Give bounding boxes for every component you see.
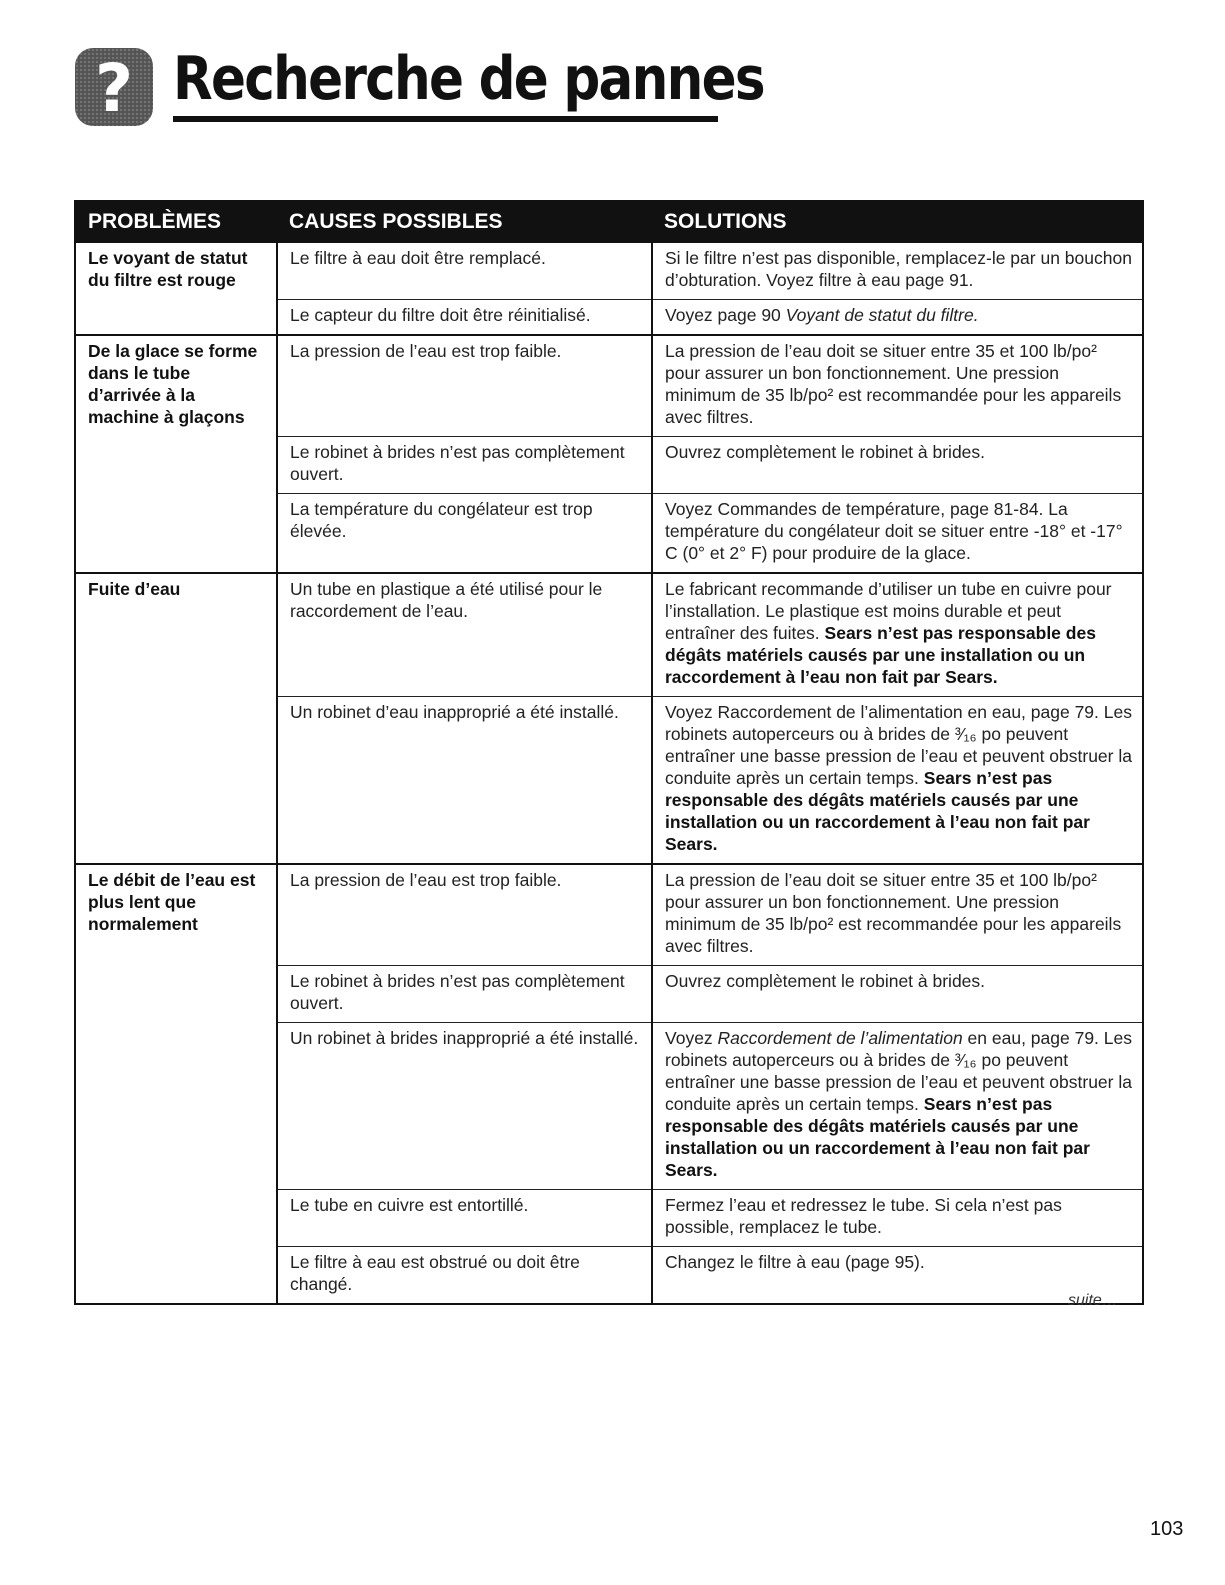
solution-text: Sears n’est pas responsable des dégâts matériels causés par une installation ou un raccordement à l’eau non fait par Sears. [665, 768, 1090, 854]
solution-cell [652, 966, 1143, 1023]
solution-text: Changez le filtre à eau (page 95). [665, 1252, 925, 1272]
solution-cell [652, 864, 1143, 966]
page-title: Recherche de pannes [173, 44, 764, 114]
solution-text: Fermez l’eau et redressez le tube. Si cela n’est pas possible, remplacez le tube. [665, 1195, 1062, 1237]
solution-cell [652, 437, 1143, 494]
solution-text: Le fabricant recommande d’utiliser un tube en cuivre pour l’installation. Le plastique est moins durable et peut entraîner des fuites. [665, 579, 1112, 643]
solution-cell [652, 1023, 1143, 1190]
cause-cell: Le filtre à eau doit être remplacé. [277, 242, 652, 300]
table-header-row [75, 201, 1143, 242]
page-number: 103 [1150, 1518, 1184, 1540]
problem-cell: Fuite d’eau [75, 573, 277, 864]
problem-cell: Le débit de l’eau est plus lent que normalement [75, 864, 277, 1304]
cause-cell: La pression de l’eau est trop faible. [277, 335, 652, 437]
solution-text: La pression de l’eau doit se situer entre 35 et 100 lb/po² pour assurer un bon fonctionnement. Une pression minimum de 35 lb/po² est recommandée pour les appareils avec filtres. [665, 341, 1122, 427]
troubleshooting-table [74, 200, 1144, 1305]
solution-text: Sears n’est pas responsable des dégâts matériels causés par une installation ou un raccordement à l’eau non fait par Sears. [665, 1094, 1090, 1180]
cause-cell: Le robinet à brides n’est pas complètement ouvert. [277, 437, 652, 494]
solution-text: Voyant de statut du filtre. [785, 305, 979, 325]
column-header-causes: CAUSES POSSIBLES [277, 201, 652, 242]
cause-cell: Un tube en plastique a été utilisé pour le raccordement de l’eau. [277, 573, 652, 697]
column-header-solutions: SOLUTIONS [652, 201, 1143, 242]
solution-text: Voyez page 90 [665, 305, 786, 325]
solution-text: La pression de l’eau doit se situer entre 35 et 100 lb/po² pour assurer un bon fonctionnement. Une pression minimum de 35 lb/po² est recommandée pour les appareils avec filtres. [665, 870, 1122, 956]
cause-cell: La température du congélateur est trop élevée. [277, 494, 652, 574]
solution-cell [652, 1190, 1143, 1247]
solution-text: Voyez Commandes de température, page 81-84. La température du congélateur doit se situer entre -18° et -17° C (0° et 2° F) pour produire de la glace. [665, 499, 1123, 563]
solution-text: Si le filtre n’est pas disponible, remplacez-le par un bouchon d’obturation. Voyez filtre à eau page 91. [665, 248, 1132, 290]
solution-cell [652, 300, 1143, 336]
solution-text: Ouvrez complètement le robinet à brides. [665, 442, 986, 462]
page-header [75, 40, 764, 130]
cause-cell: Le filtre à eau est obstrué ou doit être changé. [277, 1247, 652, 1305]
table-row [75, 573, 1143, 697]
table-row [75, 864, 1143, 966]
cause-cell: Un robinet à brides inapproprié a été installé. [277, 1023, 652, 1190]
cause-cell: Le robinet à brides n’est pas complètement ouvert. [277, 966, 652, 1023]
table-row [75, 242, 1143, 300]
solution-text: Raccordement de l’alimentation [717, 1028, 963, 1048]
solution-cell [652, 573, 1143, 697]
cause-cell: Un robinet d’eau inapproprié a été installé. [277, 697, 652, 865]
solution-cell [652, 697, 1143, 865]
solution-text: en eau, page 79. Les robinets autoperceurs ou à brides de ³⁄₁₆ po peuvent entraîner une basse pression de l’eau et peuvent obstruer la conduite après un certain temps. [665, 1028, 1132, 1114]
cause-cell: Le capteur du filtre doit être réinitialisé. [277, 300, 652, 336]
cause-cell: Le tube en cuivre est entortillé. [277, 1190, 652, 1247]
column-header-problems: PROBLÈMES [75, 201, 277, 242]
problem-cell: De la glace se forme dans le tube d’arrivée à la machine à glaçons [75, 335, 277, 573]
problem-cell: Le voyant de statut du filtre est rouge [75, 242, 277, 335]
solution-text: Voyez Raccordement de l’alimentation en eau, page 79. Les robinets autoperceurs ou à brides de ³⁄₁₆ po peuvent entraîner une basse pression de l’eau et peuvent obstruer la conduite après un certain temps. [665, 702, 1132, 788]
solution-cell [652, 494, 1143, 574]
solution-cell [652, 335, 1143, 437]
continued-note: suite… [1068, 1292, 1118, 1309]
question-mark-icon: ? [75, 48, 153, 126]
title-underline [173, 116, 718, 122]
solution-text: Sears n’est pas responsable des dégâts matériels causés par une installation ou un raccordement à l’eau non fait par Sears. [665, 623, 1096, 687]
cause-cell: La pression de l’eau est trop faible. [277, 864, 652, 966]
solution-text: Ouvrez complètement le robinet à brides. [665, 971, 986, 991]
solution-text: Voyez [665, 1028, 718, 1048]
table-row [75, 335, 1143, 437]
solution-cell [652, 242, 1143, 300]
